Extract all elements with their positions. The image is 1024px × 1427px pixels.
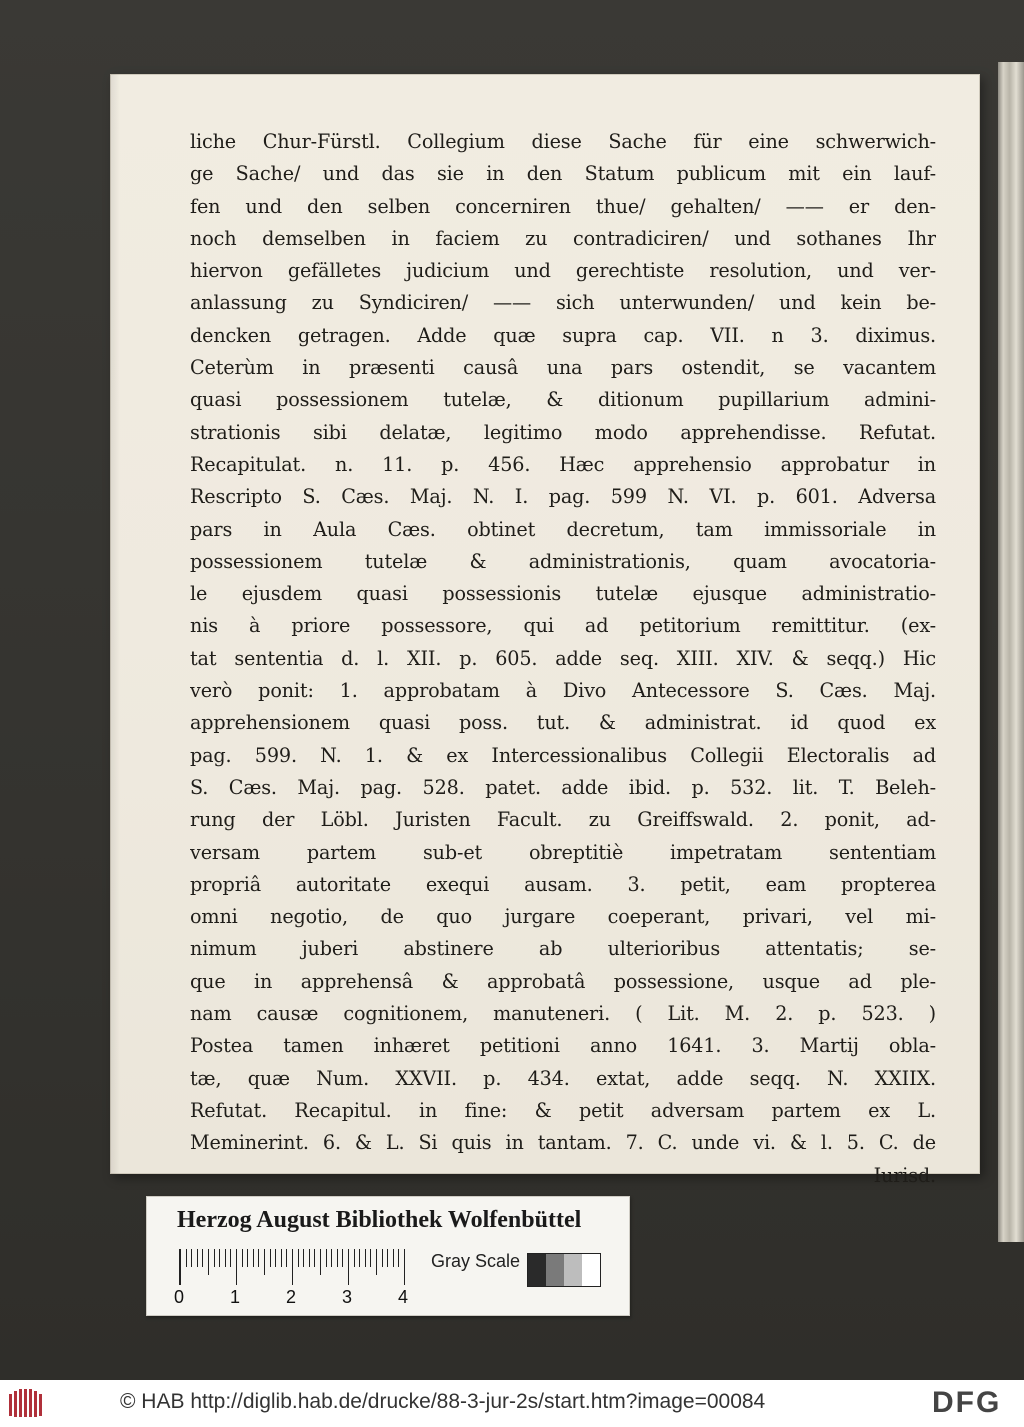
text-line: hiervon gefälletes judicium und gerechtiste resolution, und ver- [190,259,936,283]
page-gutter-shadow [110,74,120,1174]
page-text-block [190,126,936,1192]
ruler-tick [286,1249,287,1267]
ruler-tick [180,1249,181,1285]
ruler-tick [387,1249,388,1267]
text-line: propriâ autoritate exequi ausam. 3. petit, eam propterea [190,872,936,896]
viewer-footer [0,1380,1024,1427]
ruler-tick [331,1249,332,1267]
ruler-tick [365,1249,366,1267]
text-line: Refutat. Recapitul. in fine: & petit adversam partem ex L. [190,1098,936,1122]
ruler-tick [253,1249,254,1267]
ruler-tick [292,1249,293,1285]
text-line: liche Chur-Fürstl. Collegium diese Sache für eine schwerwich- [190,130,936,153]
ruler-tick [337,1249,338,1267]
gray-scale-swatches [527,1253,601,1287]
ruler-tick [214,1249,215,1267]
text-line: pag. 599. N. 1. & ex Intercessionalibus Collegii Electoralis ad [190,743,936,767]
ruler-tick [398,1249,399,1267]
ruler-number: 2 [285,1287,296,1307]
text-line: Recapitulat. n. 11. p. 456. Hæc apprehensio approbatur in [190,452,936,476]
text-line: nis à priore possessore, qui ad petitorium remittitur. (ex- [190,614,936,638]
text-line: quasi possessionem tutelæ, & ditionum pupillarium admini- [190,388,936,412]
text-line: Meminerint. 6. & L. Si quis in tantam. 7. C. unde vi. & l. 5. C. de [190,1131,936,1155]
gray-swatch [564,1254,582,1286]
ruler-number: 1 [229,1287,240,1307]
ruler-tick [320,1249,321,1275]
text-line: dencken getragen. Adde quæ supra cap. VII. n 3. diximus. [190,323,936,347]
text-line: nimum juberi abstinere ab ulterioribus attentatis; se- [190,937,936,961]
color-reference-card [146,1196,630,1316]
copyright-url-text: © HAB http://diglib.hab.de/drucke/88-3-jur-2s/start.htm?image=00084 [120,1390,766,1413]
ruler-tick [303,1249,304,1267]
text-line: Ceterùm in præsenti causâ una pars ostendit, se vacantem [190,356,936,380]
ruler-tick [298,1249,299,1267]
ruler-tick [342,1249,343,1267]
text-line: le ejusdem quasi possessionis tutelæ ejusque administratio- [190,582,936,606]
text-line: noch demselben in faciem zu contradiciren/ und sothanes Ihr [190,226,936,250]
ruler-tick [309,1249,310,1267]
ruler-tick [208,1249,209,1275]
ruler-tick [348,1249,349,1285]
text-line: ge Sache/ und das sie in den Statum publicum mit ein lauf- [190,162,936,186]
text-line: rung der Löbl. Juristen Facult. zu Greiffswald. 2. ponit, ad- [190,808,936,832]
ruler-tick [202,1249,203,1267]
measurement-ruler [179,1249,422,1285]
ruler-number: 4 [397,1287,408,1307]
ruler-tick [247,1249,248,1267]
ruler-tick [404,1249,405,1285]
ruler-tick [230,1249,231,1267]
ruler-number: 0 [173,1287,184,1307]
gray-swatch [528,1254,546,1286]
text-line: possessionem tutelæ & administrationis, quam avocatoria- [190,549,936,573]
text-line: nam causæ cognitionem, manuteneri. ( Lit. M. 2. p. 523. ) [190,1002,936,1026]
text-line: S. Cæs. Maj. pag. 528. patet. adde ibid. p. 532. lit. T. Beleh- [190,775,936,799]
text-line: verò ponit: 1. approbatam à Divo Antecessore S. Cæs. Maj. [190,679,936,703]
library-title: Herzog August Bibliothek Wolfenbüttel [177,1207,582,1233]
text-line: versam partem sub-et obreptitiè impetratam sententiam [190,840,936,864]
text-line: strationis sibi delatæ, legitimo modo apprehendisse. Refutat. [190,420,936,444]
gray-swatch [546,1254,564,1286]
catchword: Iurisd. [873,1163,936,1187]
ruler-tick [281,1249,282,1267]
text-line: Rescripto S. Cæs. Maj. N. I. pag. 599 N. VI. p. 601. Adversa [190,485,936,509]
ruler-tick [354,1249,355,1267]
ruler-tick [219,1249,220,1267]
page-stack-edge [998,62,1024,1242]
dfg-logo: DFG [932,1386,1002,1419]
text-line: pars in Aula Cæs. obtinet decretum, tam immissoriale in [190,517,936,541]
text-line: fen und den selben concerniren thue/ gehalten/ —— er den- [190,194,936,218]
ruler-tick [314,1249,315,1267]
gray-scale-label: Gray Scale [431,1251,521,1271]
gray-swatch [582,1254,600,1286]
ruler-number: 3 [341,1287,352,1307]
ruler-tick [242,1249,243,1267]
text-line: anlassung zu Syndiciren/ —— sich unterwunden/ und kein be- [190,291,936,315]
ruler-tick [186,1249,187,1267]
ruler-tick [326,1249,327,1267]
ruler-tick [225,1249,226,1267]
ruler-tick [359,1249,360,1267]
ruler-tick [264,1249,265,1275]
text-line: omni negotio, de quo jurgare coeperant, privari, vel mi- [190,905,936,929]
ruler-tick [197,1249,198,1267]
ruler-tick [191,1249,192,1267]
text-line: que in apprehensâ & approbatâ possessione, usque ad ple- [190,969,936,993]
text-line: tat sententia d. l. XII. p. 605. adde seq. XIII. XIV. & seqq.) Hic [190,646,936,670]
ruler-tick [236,1249,237,1285]
ruler-tick [270,1249,271,1267]
text-line: Postea tamen inhæret petitioni anno 1641. 3. Martij obla- [190,1034,936,1058]
ruler-tick [376,1249,377,1275]
text-line: apprehensionem quasi poss. tut. & administrat. id quod ex [190,711,936,735]
ruler-tick [275,1249,276,1267]
ruler-tick [258,1249,259,1267]
text-line: tæ, quæ Num. XXVII. p. 434. extat, adde seqq. N. XXIIX. [190,1066,936,1090]
ruler-tick [370,1249,371,1267]
ruler-tick [393,1249,394,1267]
hab-logo-icon [8,1388,44,1420]
ruler-tick [382,1249,383,1267]
